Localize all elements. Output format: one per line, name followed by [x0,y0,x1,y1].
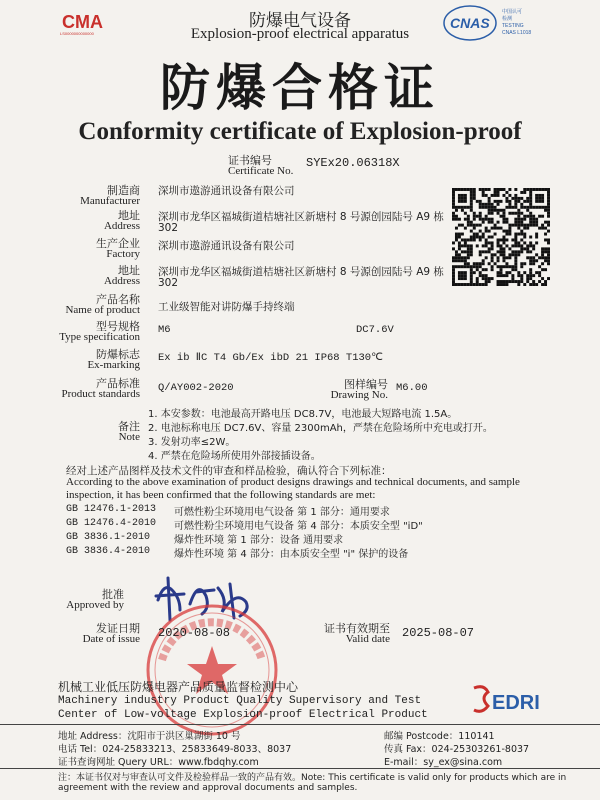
note-item-1: 1. 本安参数：电池最高开路电压 DC8.7V，电池最大短路电流 1.5A。 [148,409,458,420]
standard-code-2: GB 12476.4-2010 [66,518,157,529]
standard-code-1: GB 12476.1-2013 [66,504,157,515]
cnas-sub-2: TESTING [502,23,524,29]
statement-en-line1: According to the above examination of product designs drawings and technical documents, and sample [66,476,520,488]
factory-address-value: 深圳市龙华区福城街道桔塘社区新塘村 8 号源创园陆号 A9 栋 [158,266,444,278]
drawing-no-label-cn: 图样编号 [344,378,388,391]
ex-marking-label-cn: 防爆标志 [96,348,140,361]
type-spec-voltage: DC7.6V [356,324,394,336]
certificate-label-en: Certificate No. [228,165,294,177]
certificate-label-cn: 证书编号 [228,154,272,167]
valid-date-label-cn: 证书有效期至 [324,622,390,635]
cnas-sub-3: CNAS L1018 [502,30,532,36]
standard-desc-2: 可燃性粉尘环境用电气设备 第 4 部分：本质安全型 "iD" [174,521,423,532]
cnas-sub-1: 检测 [502,16,513,22]
contact-query-url: 证书查询网址 Query URL：www.fbdqhy.com [58,757,259,768]
contact-address: 地址 Address：沈阳市于洪区巢湖街 10 号 [58,731,241,742]
contact-tel: 电话 Tel：024-25833213、25833649-8033、8037 [58,744,292,755]
issue-date-label-en: Date of issue [82,633,140,645]
manufacturer-value: 深圳市遨游通讯设备有限公司 [158,185,295,197]
factory-label-cn: 生产企业 [96,237,140,250]
cnas-logo-text: CNAS [450,15,490,31]
product-name-label-cn: 产品名称 [96,293,140,306]
divider-bottom [0,768,600,769]
footer-note-line2: agreement with the review and approval documents and samples. [58,783,358,793]
valid-date-label-en: Valid date [345,633,390,645]
note-item-4: 4. 严禁在危险场所使用外部接插设备。 [148,451,321,462]
type-spec-label-cn: 型号规格 [96,320,140,333]
drawing-no-label-en: Drawing No. [330,389,388,401]
center-name-cn: 机械工业低压防爆电器产品质量监督检测中心 [58,680,299,694]
standard-desc-4: 爆炸性环境 第 4 部分：由本质安全型 "i" 保护的设备 [174,549,409,560]
factory-value: 深圳市遨游通讯设备有限公司 [158,240,295,252]
standard-desc-1: 可燃性粉尘环境用电气设备 第 1 部分：通用要求 [174,507,390,518]
certificate-number: SYEx20.06318X [306,156,400,170]
contact-postcode: 邮编 Postcode：110141 [384,731,495,742]
drawing-no-value: M6.00 [396,382,428,394]
qr-code [452,188,550,286]
header-title-en: Explosion-proof electrical apparatus [190,26,410,42]
address-value: 深圳市龙华区福城街道桔塘社区新塘村 8 号源创园陆号 A9 栋 [158,211,444,223]
standard-code-3: GB 3836.1-2010 [66,532,151,543]
statement-cn: 经对上述产品图样及技术文件的审查和样品检验，确认符合下列标准： [66,465,392,477]
cma-logo-number: LS0000000000000 [60,31,94,36]
standard-code-4: GB 3836.4-2010 [66,546,151,557]
issue-date-value: 2020-08-08 [158,626,231,640]
ex-marking-value: Ex ib ⅡC T4 Gb/Ex ibD 21 IP68 T130℃ [158,352,383,364]
divider-top [0,724,600,725]
note-item-2: 2. 电池标称电压 DC7.6V、容量 2300mAh，严禁在危险场所中充电或打开。 [148,423,493,434]
cnas-sub-0: 中国认可 [502,9,523,15]
factory-label-en: Factory [106,248,140,260]
product-standards-label-cn: 产品标准 [96,377,140,390]
type-spec-value: M6 [158,324,171,336]
issue-date-label-cn: 发证日期 [96,622,140,635]
note-label-cn: 备注 [118,420,140,433]
contact-fax: 传真 Fax：024-25303261-8037 [384,744,530,755]
main-title-cn: 防爆合格证 [160,59,440,117]
approved-label-en: Approved by [66,599,124,611]
edri-logo [470,684,550,716]
center-name-en-line1: Machinery industry Product Quality Supervisory and Test [58,695,422,707]
center-name-en-line2: Center of Low-voltage Explosion-proof Electrical Product [58,709,428,721]
product-standards-value: Q/AY002-2020 [158,382,234,394]
product-name-value: 工业级智能对讲防爆手持终端 [158,301,295,313]
statement-en-line2: inspection, it has been confirmed that the following standards are met: [66,489,376,501]
footer-note-line1: 注：本证书仅对与审查认可文件及检验样品一致的产品有效。Note: This certificate is valid only for products which are in [58,773,567,783]
factory-address-label-cn: 地址 [118,264,140,277]
ex-marking-label-en: Ex-marking [87,359,140,371]
edri-logo-text: EDRI [492,692,540,714]
approved-label-cn: 批准 [102,588,124,601]
address-value-line2: 302 [158,222,179,234]
standard-desc-3: 爆炸性环境 第 1 部分：设备 通用要求 [174,535,344,546]
header-title-cn: 防爆电气设备 [249,11,351,31]
address-label-en: Address [103,220,140,232]
factory-address-label-en: Address [103,275,140,287]
type-spec-label-en: Type specification [59,331,140,343]
main-title-en: Conformity certificate of Explosion-proof [78,118,522,145]
contact-email: E-mail：sy_ex@sina.com [384,757,503,768]
manufacturer-label-en: Manufacturer [80,195,140,207]
product-name-label-en: Name of product [65,304,140,316]
manufacturer-label-cn: 制造商 [107,184,140,197]
factory-address-value-line2: 302 [158,277,179,289]
address-label-cn: 地址 [118,209,140,222]
note-item-3: 3. 发射功率≤2W。 [148,437,236,448]
valid-date-value: 2025-08-07 [402,626,475,640]
product-standards-label-en: Product standards [61,388,140,400]
note-label-en: Note [118,431,140,443]
cma-logo-text: CMA [62,12,103,32]
